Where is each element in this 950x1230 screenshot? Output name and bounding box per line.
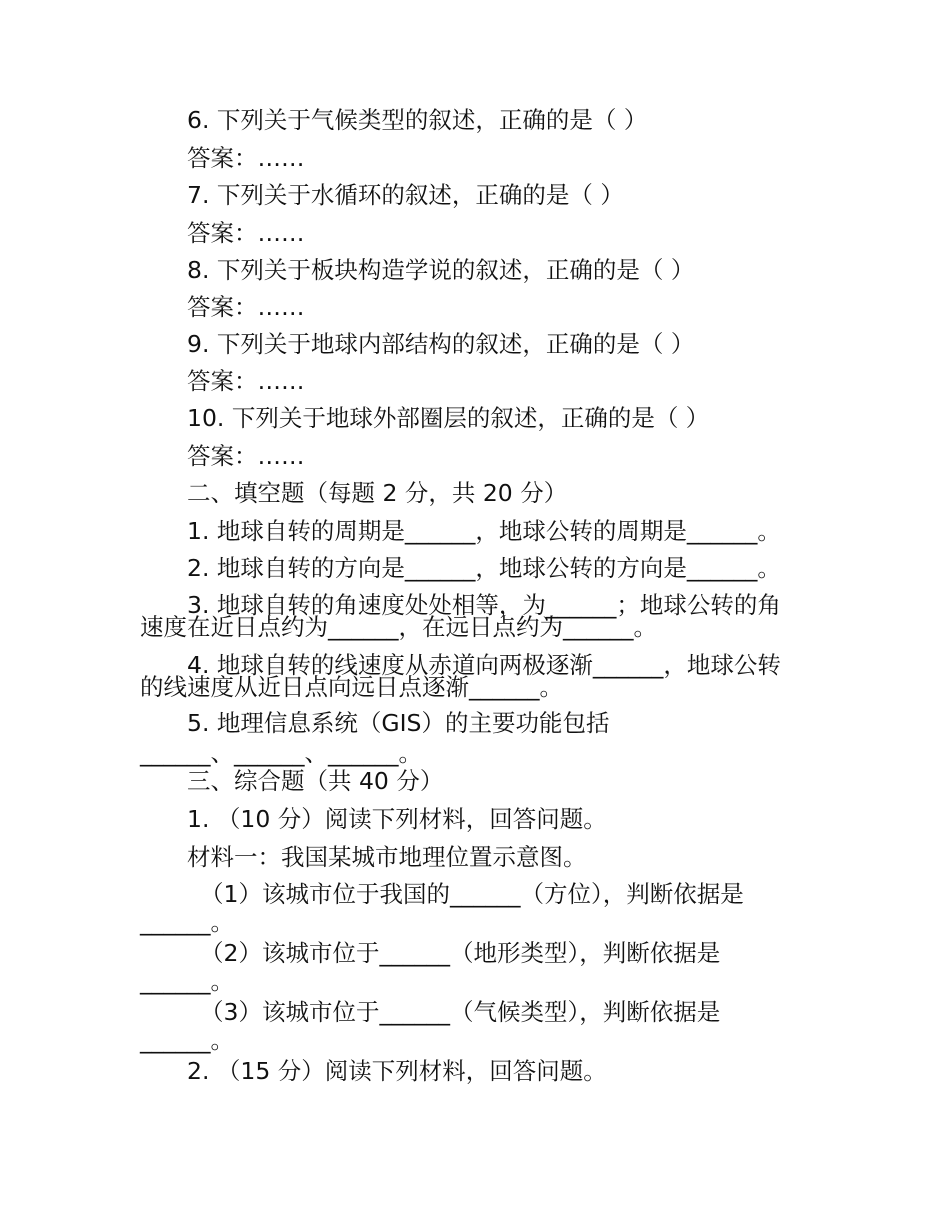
answer-10: 答案：…… (187, 442, 305, 470)
material-one: 材料一：我国某城市地理位置示意图。 (187, 843, 587, 871)
sub-question-1-cont: ______。 (140, 908, 234, 936)
fill-item-4: 4. 地球自转的线速度从赤道向两极逐渐______，地球公转 (187, 651, 781, 679)
section-heading-fill: 二、填空题（每题 2 分，共 20 分） (187, 479, 568, 507)
sub-question-3-cont: ______。 (140, 1026, 234, 1054)
fill-item-4-cont: 的线速度从近日点向远日点逐渐______。 (140, 673, 563, 701)
question-6: 6. 下列关于气候类型的叙述，正确的是（ ） (187, 106, 648, 134)
fill-item-3-cont: 速度在近日点约为______，在远日点约为______。 (140, 613, 657, 641)
sub-question-2: （2）该城市位于______（地形类型），判断依据是 (200, 939, 721, 967)
sub-question-3: （3）该城市位于______（气候类型），判断依据是 (200, 998, 721, 1026)
fill-item-5: 5. 地理信息系统（GIS）的主要功能包括 (187, 709, 610, 737)
fill-item-1: 1. 地球自转的周期是______，地球公转的周期是______。 (187, 517, 781, 545)
question-8: 8. 下列关于板块构造学说的叙述，正确的是（ ） (187, 256, 695, 284)
sub-question-2-cont: ______。 (140, 967, 234, 995)
section-heading-comprehensive: 三、综合题（共 40 分） (187, 767, 444, 795)
question-7: 7. 下列关于水循环的叙述，正确的是（ ） (187, 181, 624, 209)
comp-question-1: 1. （10 分）阅读下列材料，回答问题。 (187, 805, 607, 833)
fill-item-2: 2. 地球自转的方向是______，地球公转的方向是______。 (187, 554, 781, 582)
question-10: 10. 下列关于地球外部圈层的叙述，正确的是（ ） (187, 404, 710, 432)
fill-item-3: 3. 地球自转的角速度处处相等，为______；地球公转的角 (187, 591, 781, 619)
sub-question-1: （1）该城市位于我国的______（方位），判断依据是 (200, 880, 744, 908)
fill-item-5-cont: ______、______、______。 (140, 739, 422, 767)
answer-9: 答案：…… (187, 367, 305, 395)
answer-8: 答案：…… (187, 293, 305, 321)
answer-6: 答案：…… (187, 144, 305, 172)
comp-question-2: 2. （15 分）阅读下列材料，回答问题。 (187, 1057, 607, 1085)
question-9: 9. 下列关于地球内部结构的叙述，正确的是（ ） (187, 330, 695, 358)
answer-7: 答案：…… (187, 219, 305, 247)
